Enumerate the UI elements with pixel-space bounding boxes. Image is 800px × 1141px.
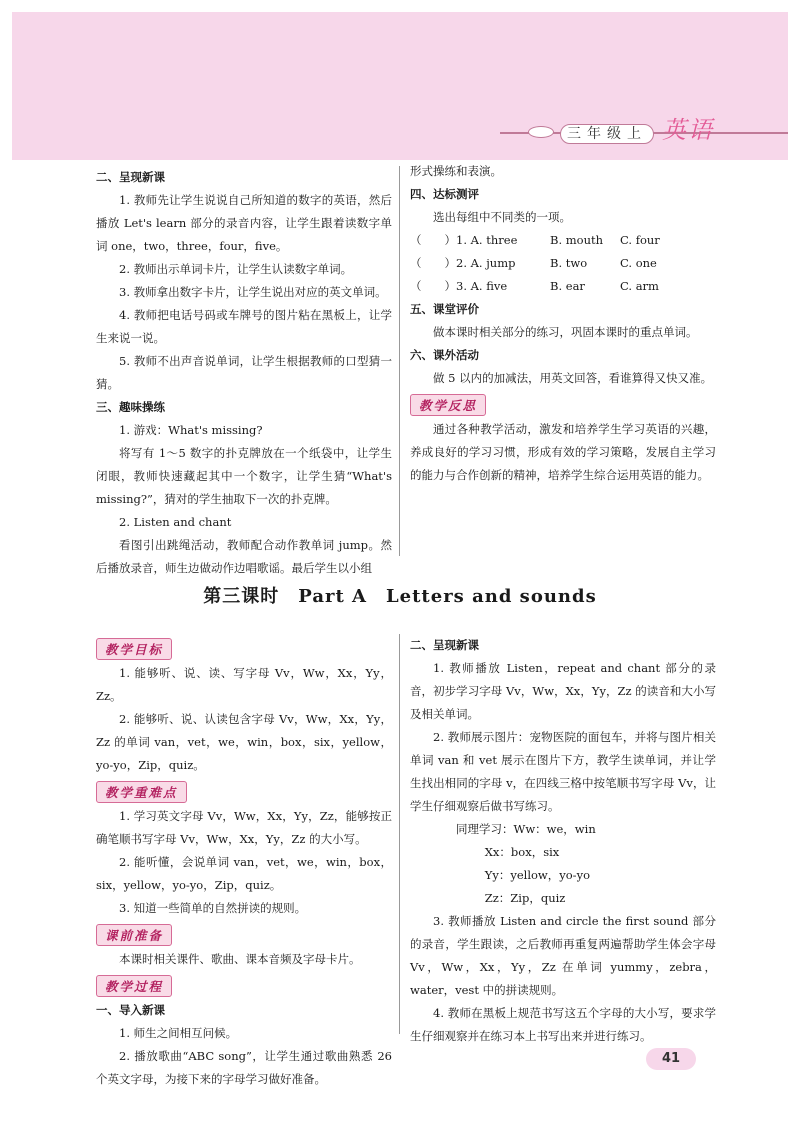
paragraph: 1. 能够听、说、读、写字母 Vv，Ww，Xx，Yy，Zz。 xyxy=(96,666,392,703)
paragraph: 2. 能够听、说、认读包含字母 Vv，Ww，Xx，Yy，Zz 的单词 van，vet，we，win，box，six，yellow，yo-yo，Zip，quiz。 xyxy=(96,712,392,772)
quiz-option: C. arm xyxy=(620,279,659,293)
paragraph: 做 5 以内的加减法，用英文回答，看谁算得又快又准。 xyxy=(433,371,713,385)
paragraph: 1. 游戏：What's missing? xyxy=(119,423,263,437)
key-points-tag: 教学重难点 xyxy=(96,781,187,803)
paragraph: 2. 教师出示单词卡片，让学生认读数字单词。 xyxy=(119,262,353,276)
objectives-tag: 教学目标 xyxy=(96,638,172,660)
paragraph: 4. 教师在黑板上规范书写这五个字母的大小写，要求学生仔细观察并在练习本上书写出来并进行练习。 xyxy=(410,1006,716,1043)
bottom-left-column xyxy=(96,634,392,1091)
process-tag: 教学过程 xyxy=(96,975,172,997)
paragraph: 3. 教师拿出数字卡片，让学生说出对应的英文单词。 xyxy=(119,285,387,299)
section-heading: 一、导入新课 xyxy=(96,1003,165,1017)
subject-logo: 英语 xyxy=(662,116,714,144)
top-left-column xyxy=(96,166,392,580)
paragraph: 同理学习：Ww：we，win xyxy=(456,822,596,836)
section-heading: 二、呈现新课 xyxy=(96,170,165,184)
paragraph: 2. Listen and chant xyxy=(119,515,232,529)
paragraph: 通过各种教学活动，激发和培养学生学习英语的兴趣，养成良好的学习习惯，形成有效的学习策略，发展自主学习的能力与合作创新的精神，培养学生综合运用英语的能力。 xyxy=(410,422,716,482)
page-number: 41 xyxy=(646,1048,696,1070)
paragraph: 5. 教师不出声音说单词，让学生根据教师的口型猜一猜。 xyxy=(96,354,392,391)
lesson-title: 第三课时 Part A Letters and sounds xyxy=(203,586,597,607)
paragraph: Zz：Zip，quiz xyxy=(484,891,566,905)
paragraph: 2. 教师展示图片：宠物医院的面包车，并将与图片相关单词 van 和 vet 展示在图片下方，教学生读单词，并让学生找出相同的字母 v，在四线三格中按笔顺书写字母 Vv，让学生仔细观察后做书写练习。 xyxy=(410,730,716,813)
paragraph: 3. 知道一些简单的自然拼读的规则。 xyxy=(119,901,307,915)
paragraph: 做本课时相关部分的练习，巩固本课时的重点单词。 xyxy=(433,325,698,339)
quiz-option: C. one xyxy=(620,256,657,270)
quiz-question xyxy=(410,275,716,298)
paragraph: 本课时相关课件、歌曲、课本音频及字母卡片。 xyxy=(119,952,361,966)
paragraph: 看图引出跳绳活动，教师配合动作教单词 jump。然后播放录音，师生边做动作边唱歌谣。最后学生以小组 xyxy=(96,538,392,575)
section-heading: 二、呈现新课 xyxy=(410,638,479,652)
quiz-option: B. two xyxy=(550,256,588,270)
quiz-option: C. four xyxy=(620,233,660,247)
quiz-option: B. ear xyxy=(550,279,585,293)
quiz-option: （ ）3. A. five xyxy=(410,279,508,293)
paragraph: 1. 学习英文字母 Vv，Ww，Xx，Yy，Zz，能够按正确笔顺书写字母 Vv，Ww，Xx，Yy，Zz 的大小写。 xyxy=(96,809,392,846)
paragraph: 形式操练和表演。 xyxy=(410,164,502,178)
section-heading: 三、趣味操练 xyxy=(96,400,165,414)
top-right-column xyxy=(410,160,716,487)
paragraph: Yy：yellow，yo-yo xyxy=(484,868,590,882)
paragraph: 3. 教师播放 Listen and circle the first sound 部分的录音，学生跟读，之后教师再重复两遍帮助学生体会字母 Vv，Ww，Xx，Yy，Zz 在单词 yummy，zebra，water，vest 中的拼读规则。 xyxy=(410,914,716,997)
column-divider xyxy=(399,634,400,1034)
leaf-decoration-icon xyxy=(528,126,554,138)
preparation-tag: 课前准备 xyxy=(96,924,172,946)
paragraph: 1. 教师先让学生说说自己所知道的数字的英语，然后播放 Let's learn 部分的录音内容，让学生跟着读数字单词 one，two，three，four，five。 xyxy=(96,193,392,253)
quiz-option: （ ）1. A. three xyxy=(410,233,518,247)
paragraph: 4. 教师把电话号码或车牌号的图片粘在黑板上，让学生来说一说。 xyxy=(96,308,392,345)
paragraph: 1. 师生之间相互问候。 xyxy=(119,1026,238,1040)
section-heading: 六、课外活动 xyxy=(410,348,479,362)
paragraph: 将写有 1～5 数字的扑克牌放在一个纸袋中，让学生闭眼，教师快速藏起其中一个数字，让学生猜“What's missing?”，猜对的学生抽取下一次的扑克牌。 xyxy=(96,446,392,506)
section-heading: 五、课堂评价 xyxy=(410,302,479,316)
quiz-option: （ ）2. A. jump xyxy=(410,256,516,270)
quiz-option: B. mouth xyxy=(550,233,604,247)
paragraph: 选出每组中不同类的一项。 xyxy=(433,210,571,224)
paragraph: 2. 播放歌曲“ABC song”，让学生通过歌曲熟悉 26 个英文字母，为接下来的字母学习做好准备。 xyxy=(96,1049,392,1086)
quiz-question xyxy=(410,229,716,252)
quiz-question xyxy=(410,252,716,275)
paragraph: 2. 能听懂，会说单词 van，vet，we，win，box，six，yellow，yo-yo，Zip，quiz。 xyxy=(96,855,392,892)
paragraph: Xx：box，six xyxy=(484,845,560,859)
grade-label: 三年级上 xyxy=(560,124,654,144)
bottom-right-column xyxy=(410,634,716,1048)
column-divider xyxy=(399,166,400,556)
section-heading: 四、达标测评 xyxy=(410,187,479,201)
reflection-tag: 教学反思 xyxy=(410,394,486,416)
paragraph: 1. 教师播放 Listen，repeat and chant 部分的录音，初步学习字母 Vv，Ww，Xx，Yy，Zz 的读音和大小写及相关单词。 xyxy=(410,661,716,721)
